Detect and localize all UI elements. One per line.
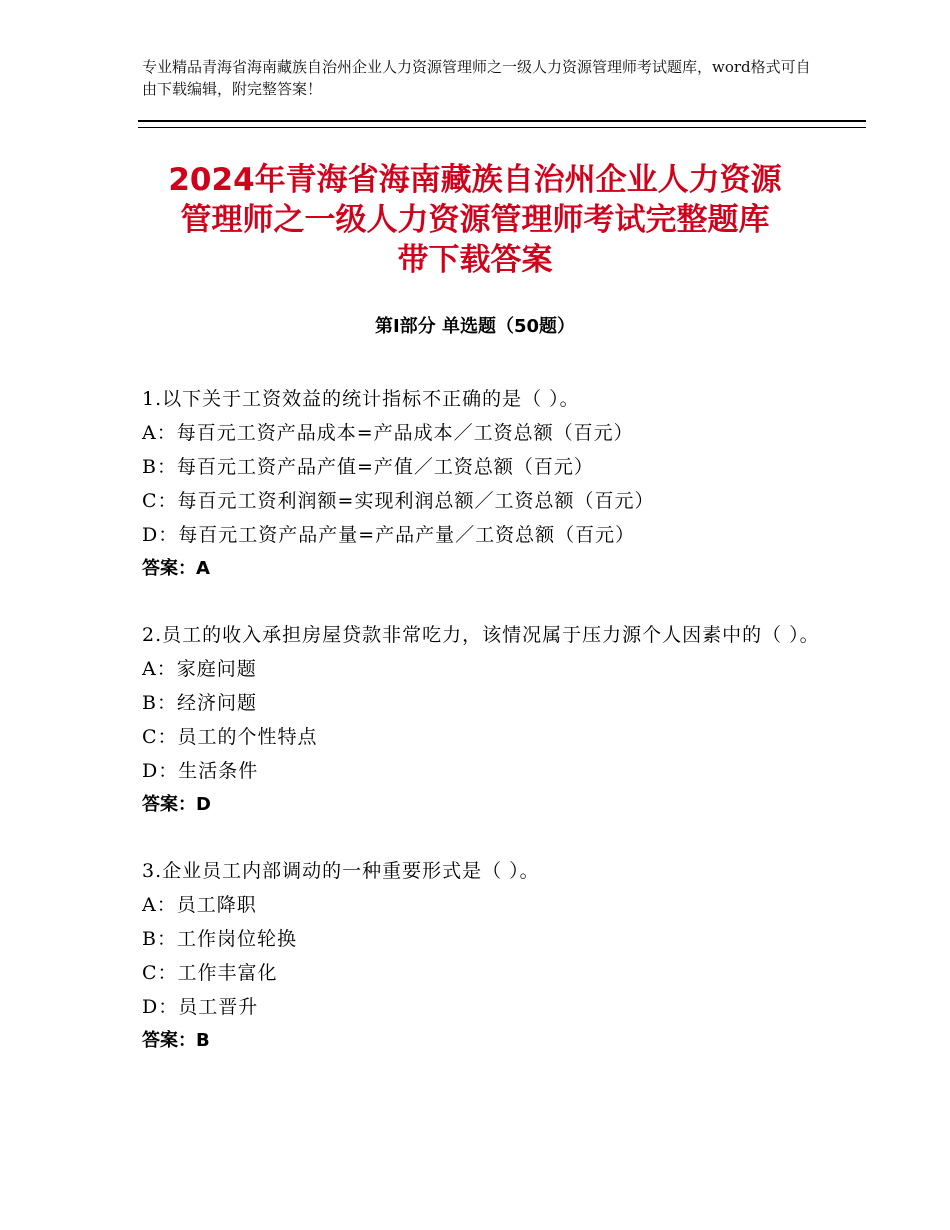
- option-a: A：每百元工资产品成本=产品成本／工资总额（百元）: [142, 422, 634, 444]
- option-d: D：每百元工资产品产量=产品产量／工资总额（百元）: [142, 524, 636, 546]
- question-1: [142, 382, 822, 586]
- section-heading: 第Ⅰ部分 单选题（50题）: [374, 316, 575, 337]
- answer: 答案：D: [142, 794, 211, 815]
- answer: 答案：B: [142, 1030, 210, 1051]
- question-stem: 3.企业员工内部调动的一种重要形式是（ ）。: [142, 860, 540, 882]
- option-d: D：生活条件: [142, 760, 259, 782]
- question-list: [142, 382, 822, 1090]
- option-b: B：经济问题: [142, 692, 257, 714]
- answer: 答案：A: [142, 558, 210, 579]
- title-line-3: 带下载答案: [397, 242, 553, 278]
- question-2: [142, 618, 822, 822]
- option-c: C：每百元工资利润额=实现利润总额／工资总额（百元）: [142, 490, 655, 512]
- option-c: C：工作丰富化: [142, 962, 278, 984]
- title-line-2: 管理师之一级人力资源管理师考试完整题库: [180, 202, 770, 238]
- question-stem: 2.员工的收入承担房屋贷款非常吃力，该情况属于压力源个人因素中的（ ）。: [142, 624, 820, 646]
- option-d: D：员工晋升: [142, 996, 259, 1018]
- option-a: A：员工降职: [142, 894, 257, 916]
- header-note: 专业精品青海省海南藏族自治州企业人力资源管理师之一级人力资源管理师考试题库，word格式可自由下载编辑，附完整答案！: [142, 58, 811, 98]
- document-title: [100, 160, 850, 280]
- option-a: A：家庭问题: [142, 658, 257, 680]
- option-c: C：员工的个性特点: [142, 726, 318, 748]
- header-divider: [138, 120, 866, 128]
- question-3: [142, 854, 822, 1058]
- option-b: B：每百元工资产品产值=产值／工资总额（百元）: [142, 456, 594, 478]
- question-stem: 1.以下关于工资效益的统计指标不正确的是（ ）。: [142, 388, 580, 410]
- option-b: B：工作岗位轮换: [142, 928, 297, 950]
- title-line-1: 2024年青海省海南藏族自治州企业人力资源: [168, 162, 782, 198]
